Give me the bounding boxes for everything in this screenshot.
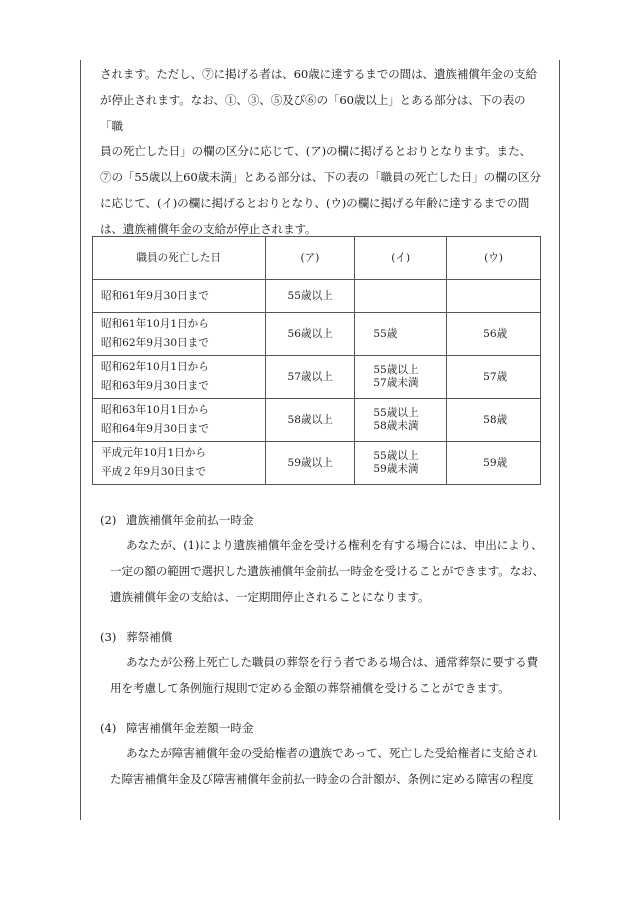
cell-i <box>355 280 447 313</box>
intro-line: ⑦の「55歳以上60歳未満」とある部分は、下の表の「職員の死亡した日」の欄の区分 <box>100 170 541 185</box>
section-3 <box>100 624 545 702</box>
cell-i: 55歳以上 57歳未満 <box>355 356 447 399</box>
cell-date: 昭和61年10月1日から 昭和62年9月30日まで <box>93 313 266 356</box>
cell-u: 58歳 <box>447 399 541 442</box>
cell-a: 57歳以上 <box>265 356 355 399</box>
cell-u: 57歳 <box>447 356 541 399</box>
intro-paragraph <box>100 62 545 243</box>
section-heading <box>100 624 545 650</box>
section-line: あなたが、(1)により遺族補償年金を受ける権利を有する場合には、申出により、 <box>126 538 543 552</box>
section-number: (2) <box>100 513 117 527</box>
intro-line: 員の死亡した日」の欄の区分に応じて、(ア)の欄に掲げるとおりとなります。また、 <box>100 144 532 159</box>
intro-line: は、遺族補償年金の支給が停止されます。 <box>100 221 317 236</box>
section-number: (3) <box>100 630 117 644</box>
cell-a: 56歳以上 <box>265 313 355 356</box>
cell-a: 55歳以上 <box>265 280 355 313</box>
cell-i: 55歳以上 58歳未満 <box>355 399 447 442</box>
cell-u <box>447 280 541 313</box>
section-title: 障害補償年金差額一時金 <box>126 721 254 735</box>
section-line: 用を考慮して条例施行規則で定める金額の葬祭補償を受けることができます。 <box>110 680 510 695</box>
table-row <box>93 313 541 356</box>
header-a: (ア) <box>265 237 355 280</box>
intro-line: が停止されます。なお、①、③、⑤及び⑥の「60歳以上」とある部分は、下の表の「職 <box>100 92 526 133</box>
intro-line: されます。ただし、⑦に掲げる者は、60歳に達するまでの間は、遺族補償年金の支給 <box>100 67 537 81</box>
cell-date: 昭和61年9月30日まで <box>93 280 266 313</box>
cell-u: 56歳 <box>447 313 541 356</box>
section-title: 葬祭補償 <box>126 630 173 644</box>
section-heading <box>100 715 545 741</box>
section-4 <box>100 715 545 793</box>
cell-date: 平成元年10月1日から 平成２年9月30日まで <box>93 442 266 485</box>
section-number: (4) <box>100 721 117 735</box>
section-heading <box>100 507 545 533</box>
section-2 <box>100 507 545 610</box>
table-row <box>93 442 541 485</box>
section-line: あなたが障害補償年金の受給権者の遺族であって、死亡した受給権者に支給され <box>126 746 538 760</box>
cell-a: 58歳以上 <box>265 399 355 442</box>
table-header-row <box>93 237 541 280</box>
table-row <box>93 356 541 399</box>
cell-a: 59歳以上 <box>265 442 355 485</box>
section-line: 一定の額の範囲で選択した遺族補償年金前払一時金を受けることができます。なお、 <box>110 563 544 578</box>
header-death-date: 職員の死亡した日 <box>93 237 266 280</box>
cell-u: 59歳 <box>447 442 541 485</box>
cell-date: 昭和63年10月1日から 昭和64年9月30日まで <box>93 399 266 442</box>
section-line: た障害補償年金及び障害補償年金前払一時金の合計額が、条例に定める障害の程度 <box>110 771 534 786</box>
section-title: 遺族補償年金前払一時金 <box>126 513 254 527</box>
section-line: あなたが公務上死亡した職員の葬祭を行う者である場合は、通常葬祭に要する費 <box>126 655 538 669</box>
header-i: (イ) <box>355 237 447 280</box>
age-table <box>92 236 541 485</box>
table-row <box>93 280 541 313</box>
table-row <box>93 399 541 442</box>
header-u: (ウ) <box>447 237 541 280</box>
cell-i: 55歳以上 59歳未満 <box>355 442 447 485</box>
cell-i: 55歳 <box>355 313 447 356</box>
cell-date: 昭和62年10月1日から 昭和63年9月30日まで <box>93 356 266 399</box>
intro-line: に応じて、(イ)の欄に掲げるとおりとなり、(ウ)の欄に掲げる年齢に達するまでの間 <box>100 195 530 210</box>
section-line: 遺族補償年金の支給は、一定期間停止されることになります。 <box>110 589 430 604</box>
